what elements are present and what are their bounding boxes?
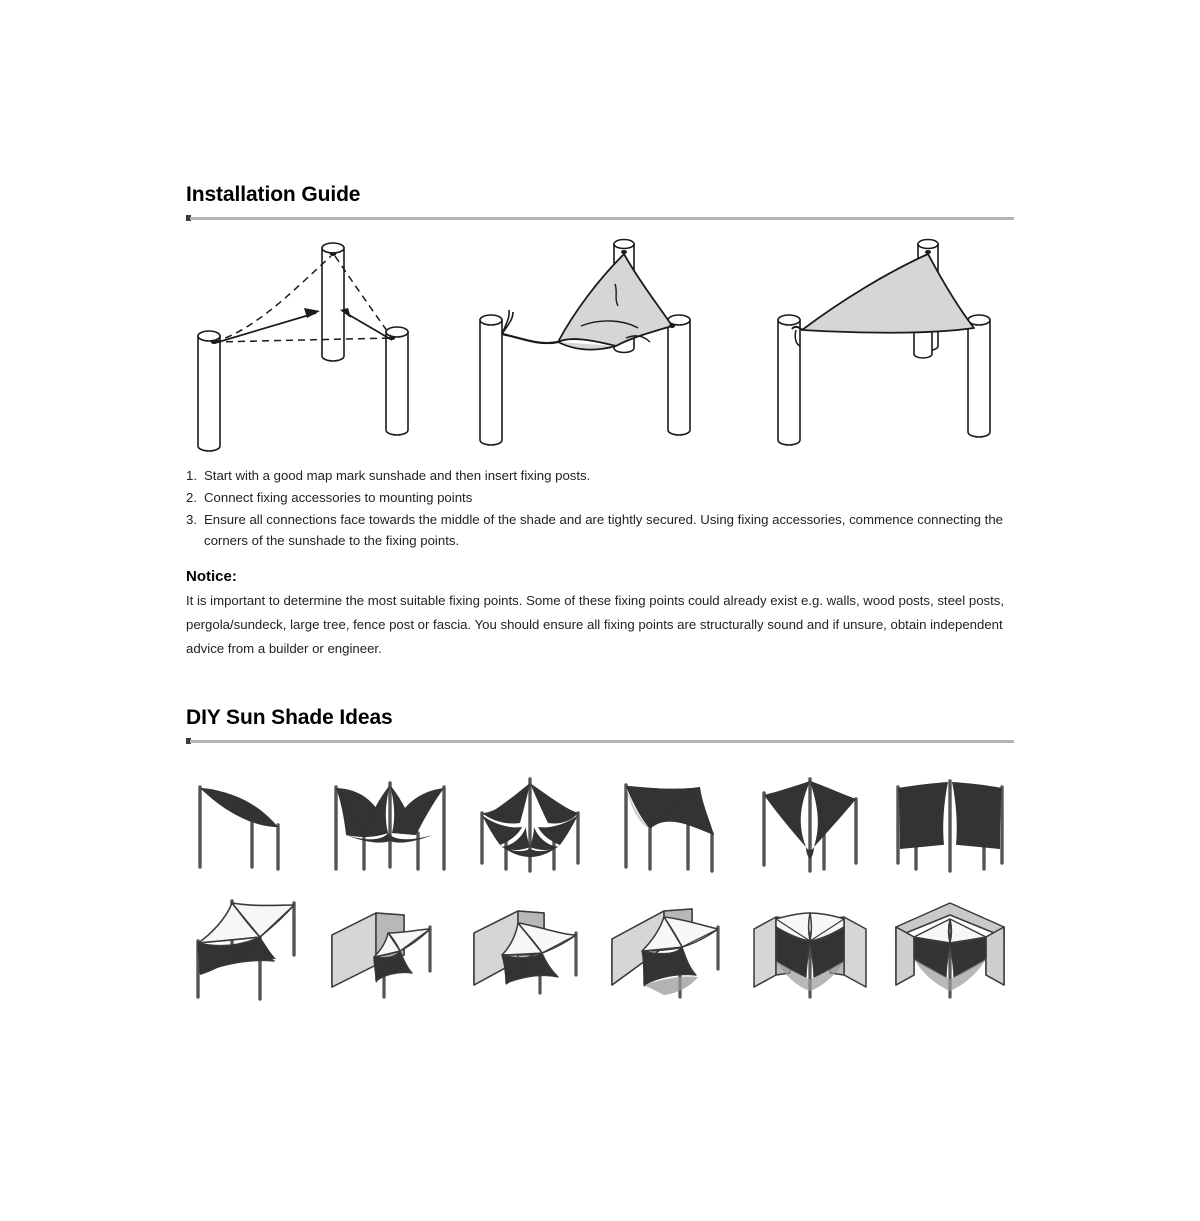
diy-sun-shade-ideas-section <box>186 705 1014 1003</box>
shade-idea-two-tone-slope-sail-icon <box>606 771 734 875</box>
step-text: Connect fixing accessories to mounting points <box>204 490 473 505</box>
diy-idea-4 <box>606 771 734 875</box>
shade-idea-wall-mounted-offset-sail-icon <box>326 893 454 1003</box>
shade-idea-rectangular-twin-panel-icon <box>886 771 1014 875</box>
step-text: Start with a good map mark sunshade and then insert fixing posts. <box>204 468 591 483</box>
notice-title: Notice: <box>186 568 237 585</box>
shade-idea-butterfly-peak-sail-icon <box>746 771 874 875</box>
installation-diagram-1 <box>186 234 454 459</box>
step-text: Ensure all connections face towards the middle of the shade and are tightly secured. Using fixing accessories, commence connecting the corners of the sunshade to the fixing points. <box>204 512 1004 548</box>
shade-idea-wall-mounted-centre-peak-icon <box>466 893 594 1003</box>
installation-diagram-3 <box>746 234 1014 459</box>
notice-body: It is important to determine the most suitable fixing points. Some of these fixing points could already exist e.g. walls, wood posts, steel posts, pergola/sundeck, large tree, fence post or fascia. You should ensure all fixing points are structurally sound and if unsure, obtain independent advice from a builder or engineer. <box>186 593 1005 656</box>
step-number: 3. <box>186 512 197 527</box>
installation-guide-section <box>186 182 1014 661</box>
step-number: 2. <box>186 490 197 505</box>
diy-heading-divider <box>186 737 1014 745</box>
diy-idea-8 <box>326 893 454 1003</box>
shade-idea-freestanding-hypar-sail-icon <box>186 893 314 1003</box>
diy-idea-5 <box>746 771 874 875</box>
document-body <box>186 0 1014 1003</box>
diy-idea-9 <box>466 893 594 1003</box>
shade-idea-double-peak-sail-icon <box>326 771 454 875</box>
diy-idea-6 <box>886 771 1014 875</box>
diy-idea-7 <box>186 893 314 1003</box>
divider-line <box>190 217 1014 220</box>
installation-diagram-2 <box>466 234 734 459</box>
diy-idea-1 <box>186 771 314 875</box>
diy-idea-10 <box>606 893 734 1003</box>
diy-idea-11 <box>746 893 874 1003</box>
top-spacer <box>186 0 1014 44</box>
shade-idea-corner-wall-sail-icon <box>606 893 734 1003</box>
installation-diagram-row <box>186 234 1014 459</box>
tension-sail-taut-icon <box>746 234 1014 459</box>
diy-idea-2 <box>326 771 454 875</box>
attach-sail-loosely-icon <box>466 234 734 459</box>
page-title: Installation Guide <box>186 183 361 206</box>
list-item <box>186 487 1014 508</box>
heading-divider <box>186 214 1014 222</box>
shade-idea-radial-umbrella-sail-icon <box>466 771 594 875</box>
diy-section-title: DIY Sun Shade Ideas <box>186 706 393 729</box>
installation-steps-list <box>186 465 1014 551</box>
list-item <box>186 465 1014 486</box>
shade-idea-single-slope-triangle-icon <box>186 771 314 875</box>
shade-idea-enclosed-courtyard-sail-icon <box>886 893 1014 1003</box>
step-number: 1. <box>186 468 197 483</box>
measure-and-mark-fixing-points-icon <box>186 234 454 459</box>
list-item <box>186 509 1014 551</box>
diy-idea-3 <box>466 771 594 875</box>
shade-idea-two-wall-courtyard-sail-icon <box>746 893 874 1003</box>
diy-icon-row-1 <box>186 771 1014 875</box>
divider-line <box>190 740 1014 743</box>
diy-icon-row-2 <box>186 893 1014 1003</box>
diy-idea-12 <box>886 893 1014 1003</box>
